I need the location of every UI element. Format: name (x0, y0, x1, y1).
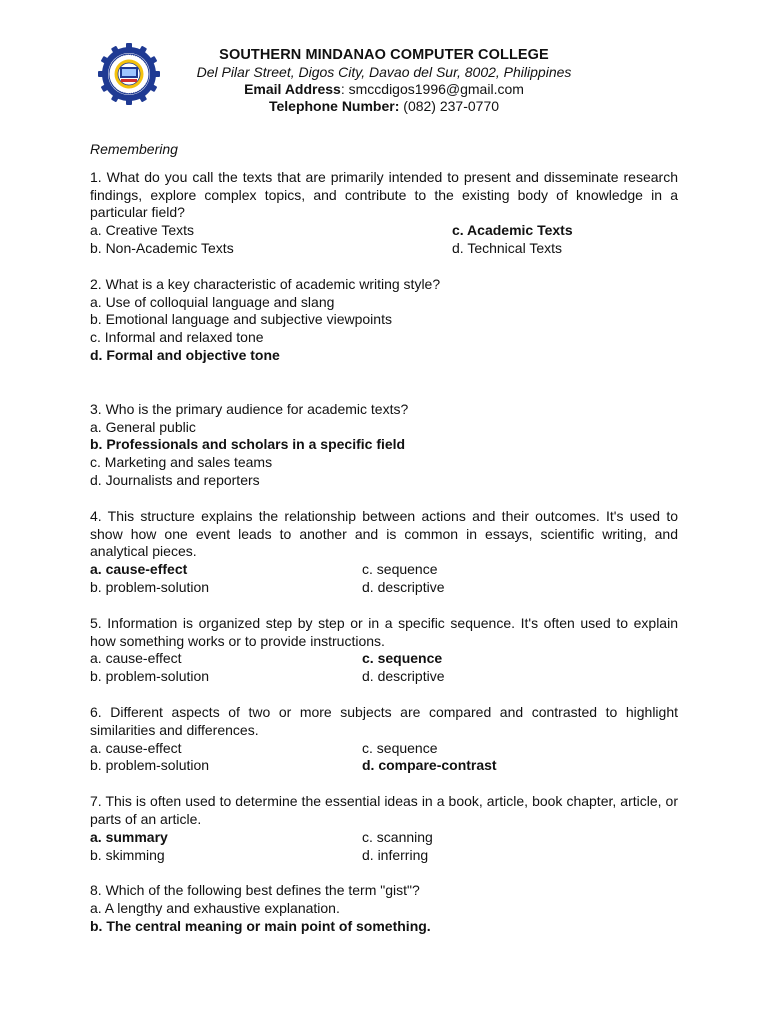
question-stem: 1. What do you call the texts that are primarily intended to present and disseminate research findings, explore complex topics, and contribute to the existing body of knowledge in a particular field? (90, 168, 678, 221)
section-title: Remembering (90, 141, 178, 157)
phone-line (160, 98, 608, 115)
question-stem: 2. What is a key characteristic of academic writing style? (90, 275, 441, 292)
option: b. problem-solution (90, 757, 210, 774)
question-6 (90, 704, 678, 775)
option: c. sequence (362, 561, 438, 578)
option: d. inferring (362, 846, 429, 863)
options-grid (90, 740, 678, 776)
option: a. cause-effect (90, 650, 182, 667)
option: b. problem-solution (90, 578, 210, 595)
question-1 (90, 169, 678, 258)
option: c. Informal and relaxed tone (90, 329, 264, 346)
option: a. A lengthy and exhaustive explanation. (90, 900, 340, 917)
options-grid (90, 222, 678, 258)
email-line (160, 81, 608, 98)
option: b. problem-solution (90, 668, 210, 685)
question-4 (90, 508, 678, 597)
question-stem: 8. Which of the following best defines the term "gist"? (90, 882, 420, 899)
question-7 (90, 793, 678, 864)
exam-content (90, 141, 678, 954)
option: b. Emotional language and subjective viewpoints (90, 311, 392, 328)
option-answer: c. sequence (362, 650, 443, 667)
option-answer: b. Professionals and scholars in a specific field (90, 436, 406, 453)
option-answer: c. Academic Texts (452, 222, 573, 239)
question-stem: 4. This structure explains the relationship between actions and their outcomes. It's used to show how one event leads to another and is common in essays, scientific writing, and analytical pieces. (90, 507, 678, 560)
question-8 (90, 882, 678, 935)
letterhead (160, 47, 608, 115)
option-answer: d. Formal and objective tone (90, 346, 280, 363)
question-stem: 7. This is often used to determine the essential ideas in a book, article, book chapter, article, or parts of an article. (90, 793, 678, 827)
phone-label: Telephone Number: (268, 98, 400, 114)
option: a. Use of colloquial language and slang (90, 293, 335, 310)
option-answer: b. The central meaning or main point of something. (90, 917, 431, 934)
option: d. descriptive (362, 668, 445, 685)
question-stem: 5. Information is organized step by step or in a specific sequence. It's often used to explain how something works or to provide instructions. (90, 614, 678, 649)
question-5 (90, 615, 678, 686)
options-grid (90, 650, 678, 686)
option: b. Non-Academic Texts (90, 239, 234, 256)
college-address: Del Pilar Street, Digos City, Davao del Sur, 8002, Philippines (196, 64, 572, 80)
email-value: : smccdigos1996@gmail.com (340, 81, 524, 97)
option: d. Technical Texts (452, 239, 562, 256)
option: d. Journalists and reporters (90, 471, 260, 488)
option-answer: d. compare-contrast (362, 757, 497, 774)
college-seal-logo (97, 42, 161, 106)
college-name: SOUTHERN MINDANAO COMPUTER COLLEGE (219, 47, 549, 63)
question-stem: 6. Different aspects of two or more subjects are compared and contrasted to highlight similarities and differences. (90, 703, 678, 738)
option-answer: a. summary (90, 828, 168, 845)
option: c. scanning (362, 828, 433, 845)
option-answer: a. cause-effect (90, 561, 188, 578)
option: d. descriptive (362, 578, 445, 595)
option: b. skimming (90, 846, 165, 863)
options-grid (90, 829, 678, 865)
option: c. sequence (362, 739, 438, 756)
options-grid (90, 561, 678, 597)
phone-value: (082) 237-0770 (399, 98, 500, 114)
question-stem: 3. Who is the primary audience for academic texts? (90, 400, 409, 417)
option: a. Creative Texts (90, 222, 195, 239)
option: a. cause-effect (90, 739, 182, 756)
option: a. General public (90, 418, 196, 435)
email-label: Email Address (244, 81, 341, 97)
option: c. Marketing and sales teams (90, 454, 273, 471)
question-2 (90, 276, 678, 365)
question-3 (90, 401, 678, 490)
